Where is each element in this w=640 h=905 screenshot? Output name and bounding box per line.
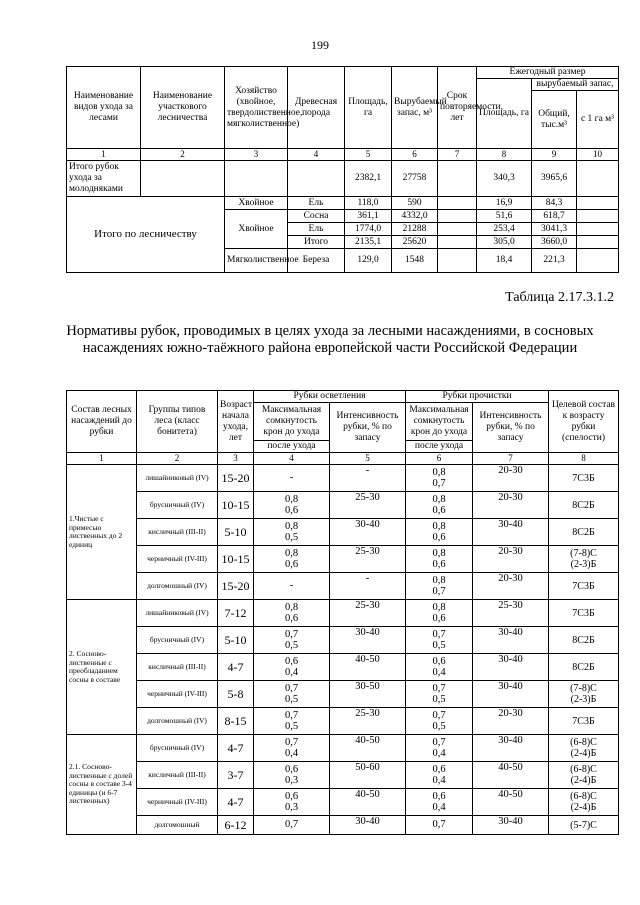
start-age: 10-15 (218, 492, 254, 519)
start-age: 4-7 (218, 735, 254, 762)
header-total: Общий, тыс.м³ (532, 91, 577, 149)
target-composition (549, 627, 619, 654)
forest-type: черничный (IV-III) (137, 789, 218, 816)
density-before: 0,6 (284, 790, 299, 802)
density-cleaning (406, 465, 473, 492)
density-after: 0,4 (284, 748, 299, 759)
density-cleaning (406, 519, 473, 546)
forest-type: черничный (IV-III) (137, 546, 218, 573)
density-before: 0,8 (284, 601, 299, 613)
target-line: (2-3)Б (570, 694, 597, 705)
density-lightening (254, 681, 330, 708)
density-lightening (254, 519, 330, 546)
header-start-age: Возраст начала ухода, лет (218, 391, 254, 453)
density-lightening (254, 816, 330, 835)
density-before: 0,8 (432, 601, 446, 613)
density-after: 0,5 (284, 694, 299, 705)
col-number: 4 (288, 149, 345, 161)
intensity-cleaning: 20-30 (473, 573, 549, 600)
target-line: 8С2Б (572, 661, 595, 673)
target-line: (6-8)С (570, 791, 597, 802)
composition-group: 2. Сосново-лиственные с преобладанием сосны в составе (67, 600, 137, 735)
start-age: 15-20 (218, 573, 254, 600)
density-after: 0,5 (432, 694, 446, 705)
density-after: 0,6 (432, 505, 446, 516)
cell-species: Сосна (288, 210, 345, 223)
density-cleaning (406, 789, 473, 816)
cell-total: 618,7 (532, 210, 577, 223)
target-composition (549, 492, 619, 519)
target-line: 7С3Б (572, 580, 595, 592)
forest-type: кисличный (III-II) (137, 762, 218, 789)
header-stock: Вырубаемый запас, м³ (392, 67, 438, 149)
density-after: 0,5 (432, 721, 446, 732)
cell-species: Ель (288, 197, 345, 210)
col-number: 3 (218, 453, 254, 465)
target-line: (2-4)Б (570, 802, 597, 813)
density-after: 0,3 (284, 802, 299, 813)
cell-stock: 27758 (392, 161, 438, 197)
table-row (67, 627, 619, 654)
forest-type: брусничный (IV) (137, 627, 218, 654)
start-age: 8-15 (218, 708, 254, 735)
density-cleaning (406, 816, 473, 835)
density-before: 0,6 (432, 790, 446, 802)
density-cleaning (406, 600, 473, 627)
header-cut-stock: вырубаемый запас, (532, 79, 619, 91)
header-after-care: после ухода (406, 441, 473, 453)
density-cleaning (406, 573, 473, 600)
col-number: 3 (225, 149, 288, 161)
forest-type: черничный (IV-III) (137, 681, 218, 708)
cell-total: 3041,3 (532, 223, 577, 236)
density-before: 0,8 (432, 574, 446, 586)
intensity-cleaning: 30-40 (473, 735, 549, 762)
intensity-lightening: 30-40 (330, 627, 406, 654)
col-number: 2 (141, 149, 225, 161)
page-number: 199 (311, 38, 329, 52)
density-after: 0,6 (432, 613, 446, 624)
forest-type: лишайниковый (IV) (137, 600, 218, 627)
density-after: 0,6 (284, 505, 299, 516)
target-line: (7-8)С (570, 683, 597, 694)
col-number: 1 (67, 453, 137, 465)
target-line: (5-7)С (570, 819, 597, 831)
intensity-cleaning: 20-30 (473, 546, 549, 573)
intensity-lightening: 25-30 (330, 600, 406, 627)
density-before: 0,7 (432, 709, 446, 721)
target-composition (549, 681, 619, 708)
cell-area: 2135,1 (345, 236, 392, 249)
col-number: 6 (392, 149, 438, 161)
cell-area-annual: 253,4 (477, 223, 532, 236)
intensity-lightening: - (330, 465, 406, 492)
intensity-lightening: 40-50 (330, 654, 406, 681)
table-row (67, 492, 619, 519)
target-line: 8С2Б (572, 634, 595, 646)
target-line: (6-8)С (570, 737, 597, 748)
target-line: (2-4)Б (570, 775, 597, 786)
intensity-lightening: 40-50 (330, 789, 406, 816)
forest-type: брусничный (IV) (137, 735, 218, 762)
start-age: 5-10 (218, 519, 254, 546)
density-before: 0,7 (432, 682, 446, 694)
density-before: 0,6 (284, 655, 299, 667)
start-age: 7-12 (218, 600, 254, 627)
density-lightening (254, 654, 330, 681)
header-max-density: Максимальная сомкнутость крон до ухода (254, 403, 330, 441)
header-composition: Состав лесных насаждений до рубки (67, 391, 137, 453)
table-row (67, 654, 619, 681)
header-forest-groups: Группы типов леса (класс бонитета) (137, 391, 218, 453)
target-composition (549, 519, 619, 546)
density-after: 0,6 (284, 559, 299, 570)
density-lightening (254, 708, 330, 735)
intensity-cleaning: 25-30 (473, 600, 549, 627)
cell-area-annual: 51,6 (477, 210, 532, 223)
density-before: 0,7 (432, 819, 446, 831)
target-composition (549, 546, 619, 573)
table-row (67, 789, 619, 816)
density-after: 0,3 (284, 775, 299, 786)
header-annual: Ежегодный размер (477, 67, 619, 79)
density-cleaning (406, 681, 473, 708)
composition-group: 1.Чистые с примесью лиственных до 2 единиц (67, 465, 137, 600)
density-before: 0,7 (284, 682, 299, 694)
target-line: (7-8)С (570, 548, 597, 559)
table-row (67, 465, 619, 492)
cell-area-annual: 340,3 (477, 161, 532, 197)
col-number: 8 (549, 453, 619, 465)
density-before: 0,8 (284, 547, 299, 559)
start-age: 6-12 (218, 816, 254, 835)
header-intensity: Интенсивность рубки, % по запасу (330, 403, 406, 453)
table-row (67, 197, 619, 210)
density-after: 0,5 (284, 640, 299, 651)
density-cleaning (406, 735, 473, 762)
start-age: 15-20 (218, 465, 254, 492)
start-age: 4-7 (218, 654, 254, 681)
intensity-lightening: 40-50 (330, 735, 406, 762)
intensity-lightening: 30-50 (330, 681, 406, 708)
row-label: Итого рубок ухода за молодняками (67, 161, 141, 197)
cell-species: Ель (288, 223, 345, 236)
start-age: 4-7 (218, 789, 254, 816)
forest-type: долгомошный (IV) (137, 573, 218, 600)
target-line: 8С2Б (572, 526, 595, 538)
table-row (67, 546, 619, 573)
target-composition (549, 789, 619, 816)
header-per-ha: с 1 га м³ (577, 91, 619, 149)
start-age: 5-8 (218, 681, 254, 708)
cell-stock: 1548 (392, 249, 438, 273)
density-cleaning (406, 492, 473, 519)
density-cleaning (406, 546, 473, 573)
cell-area: 1774,0 (345, 223, 392, 236)
table-row (67, 600, 619, 627)
density-cleaning (406, 654, 473, 681)
cell-total: 3660,0 (532, 236, 577, 249)
density-after: 0,4 (432, 748, 446, 759)
density-lightening (254, 465, 330, 492)
density-before: 0,6 (432, 763, 446, 775)
table-row (67, 816, 619, 835)
density-lightening (254, 789, 330, 816)
target-composition (549, 465, 619, 492)
density-lightening (254, 492, 330, 519)
intensity-lightening: - (330, 573, 406, 600)
header-area-annual: Площадь, га (477, 79, 532, 149)
forest-type: долгомошный (IV) (137, 708, 218, 735)
col-number: 7 (473, 453, 549, 465)
header-target-composition: Целевой состав к возрасту рубки (спелости) (549, 391, 619, 453)
cell-stock: 4332,0 (392, 210, 438, 223)
table-row (67, 708, 619, 735)
table-row (67, 735, 619, 762)
density-lightening (254, 546, 330, 573)
intensity-cleaning: 30-40 (473, 519, 549, 546)
col-number: 8 (477, 149, 532, 161)
table-row (67, 519, 619, 546)
target-composition (549, 573, 619, 600)
density-after: 0,5 (284, 721, 299, 732)
cell-farm: Хвойное (225, 197, 288, 210)
cell-stock: 21288 (392, 223, 438, 236)
target-line: (2-3)Б (570, 559, 597, 570)
density-after: 0,6 (284, 613, 299, 624)
col-number: 5 (345, 149, 392, 161)
intensity-cleaning: 40-50 (473, 762, 549, 789)
density-lightening (254, 735, 330, 762)
intensity-cleaning: 30-40 (473, 681, 549, 708)
intensity-cleaning: 20-30 (473, 492, 549, 519)
density-cleaning (406, 708, 473, 735)
composition-group: 2.1. Сосново-лиственные с долей сосны в составе 3-4 единицы (и 6-7 лиственных) (67, 735, 137, 835)
density-before: - (289, 580, 294, 592)
density-before: 0,7 (432, 736, 446, 748)
density-lightening (254, 762, 330, 789)
target-composition (549, 600, 619, 627)
intensity-lightening: 30-40 (330, 519, 406, 546)
forest-type: брусничный (IV) (137, 492, 218, 519)
target-line: 7С3Б (572, 715, 595, 727)
header-term: Срок повторяемости, лет (438, 67, 477, 149)
target-composition (549, 816, 619, 835)
density-after: 0,4 (432, 802, 446, 813)
cell-farm: Хвойное (225, 210, 288, 249)
density-after: 0,5 (284, 532, 299, 543)
forest-type: кисличный (III-II) (137, 654, 218, 681)
target-line: 7С3Б (572, 607, 595, 619)
cell-area: 129,0 (345, 249, 392, 273)
density-before: 0,7 (284, 709, 299, 721)
density-after: 0,4 (284, 667, 299, 678)
density-before: 0,8 (432, 520, 446, 532)
density-after: 0,5 (432, 640, 446, 651)
density-after: 0,6 (432, 532, 446, 543)
density-lightening (254, 600, 330, 627)
col-number: 2 (137, 453, 218, 465)
table-row (67, 762, 619, 789)
cell-stock: 25620 (392, 236, 438, 249)
district-total-label: Итого по лесничеству (67, 197, 225, 273)
cell-farm: Мягколиственное (225, 249, 288, 273)
target-composition (549, 708, 619, 735)
density-before: 0,8 (432, 466, 446, 478)
density-lightening (254, 627, 330, 654)
header-species: Древесная порода (288, 67, 345, 149)
header-area: Площадь, га (345, 67, 392, 149)
start-age: 10-15 (218, 546, 254, 573)
start-age: 5-10 (218, 627, 254, 654)
cell-species: Береза (288, 249, 345, 273)
target-line: (6-8)С (570, 764, 597, 775)
intensity-cleaning: 30-40 (473, 654, 549, 681)
forest-type: кисличный (III-II) (137, 519, 218, 546)
forest-type: лишайниковый (IV) (137, 465, 218, 492)
intensity-cleaning: 20-30 (473, 708, 549, 735)
col-number: 5 (330, 453, 406, 465)
cell-stock: 590 (392, 197, 438, 210)
density-after: 0,7 (432, 478, 446, 489)
intensity-lightening: 25-30 (330, 708, 406, 735)
cell-species: Итого (288, 236, 345, 249)
cell-area-annual: 305,0 (477, 236, 532, 249)
table-row (67, 681, 619, 708)
density-before: 0,7 (284, 628, 299, 640)
density-before: 0,7 (284, 819, 299, 831)
target-line: 7С3Б (572, 472, 595, 484)
intensity-cleaning: 30-40 (473, 816, 549, 835)
table-row (67, 161, 619, 197)
header-max-density: Максимальная сомкнутость крон до ухода (406, 403, 473, 441)
target-line: 8С2Б (572, 499, 595, 511)
intensity-cleaning: 20-30 (473, 465, 549, 492)
cell-total: 221,3 (532, 249, 577, 273)
intensity-lightening: 30-40 (330, 816, 406, 835)
density-after: 0,6 (432, 559, 446, 570)
cutting-norms-table (66, 390, 619, 835)
header-care-type: Наименование видов ухода за лесами (67, 67, 141, 149)
cell-total: 84,3 (532, 197, 577, 210)
header-cleaning: Рубки прочистки (406, 391, 549, 403)
forest-type: долгомошный (137, 816, 218, 835)
col-number: 7 (438, 149, 477, 161)
col-number: 1 (67, 149, 141, 161)
density-before: 0,8 (432, 493, 446, 505)
col-number: 10 (577, 149, 619, 161)
forest-care-summary-table (66, 66, 619, 273)
density-before: 0,8 (284, 493, 299, 505)
start-age: 3-7 (218, 762, 254, 789)
density-before: 0,7 (284, 736, 299, 748)
density-before: 0,7 (432, 628, 446, 640)
density-before: 0,6 (284, 763, 299, 775)
section-title: Нормативы рубок, проводимых в целях ухода за лесными насаждениями, в сосновых насаждениях южно-таёжного района европейской части Российской Федерации (66, 323, 594, 356)
cell-area: 118,0 (345, 197, 392, 210)
table-row (67, 573, 619, 600)
header-after-care: после ухода (254, 441, 330, 453)
density-lightening (254, 573, 330, 600)
cell-total: 3965,6 (532, 161, 577, 197)
table-number: Таблица 2.17.3.1.2 (505, 290, 614, 305)
density-before: 0,8 (284, 520, 299, 532)
density-before: - (289, 472, 294, 484)
header-farm: Хозяйство (хвойное, твердолиственное, мягколиственное) (225, 67, 288, 149)
density-cleaning (406, 762, 473, 789)
target-composition (549, 654, 619, 681)
target-line: (2-4)Б (570, 748, 597, 759)
header-district: Наименование участкового лесничества (141, 67, 225, 149)
intensity-lightening: 25-30 (330, 546, 406, 573)
target-composition (549, 762, 619, 789)
col-number: 6 (406, 453, 473, 465)
density-after: 0,4 (432, 667, 446, 678)
density-after: 0,7 (432, 586, 446, 597)
cell-area: 361,1 (345, 210, 392, 223)
cell-area-annual: 16,9 (477, 197, 532, 210)
col-number: 9 (532, 149, 577, 161)
cell-area-annual: 18,4 (477, 249, 532, 273)
intensity-cleaning: 40-50 (473, 789, 549, 816)
density-before: 0,8 (432, 547, 446, 559)
intensity-lightening: 25-30 (330, 492, 406, 519)
intensity-lightening: 50-60 (330, 762, 406, 789)
cell-area: 2382,1 (345, 161, 392, 197)
density-before: 0,6 (432, 655, 446, 667)
density-after: 0,4 (432, 775, 446, 786)
header-intensity: Интенсивность рубки, % по запасу (473, 403, 549, 453)
header-lightening: Рубки осветления (254, 391, 406, 403)
col-number: 4 (254, 453, 330, 465)
target-composition (549, 735, 619, 762)
density-cleaning (406, 627, 473, 654)
intensity-cleaning: 30-40 (473, 627, 549, 654)
